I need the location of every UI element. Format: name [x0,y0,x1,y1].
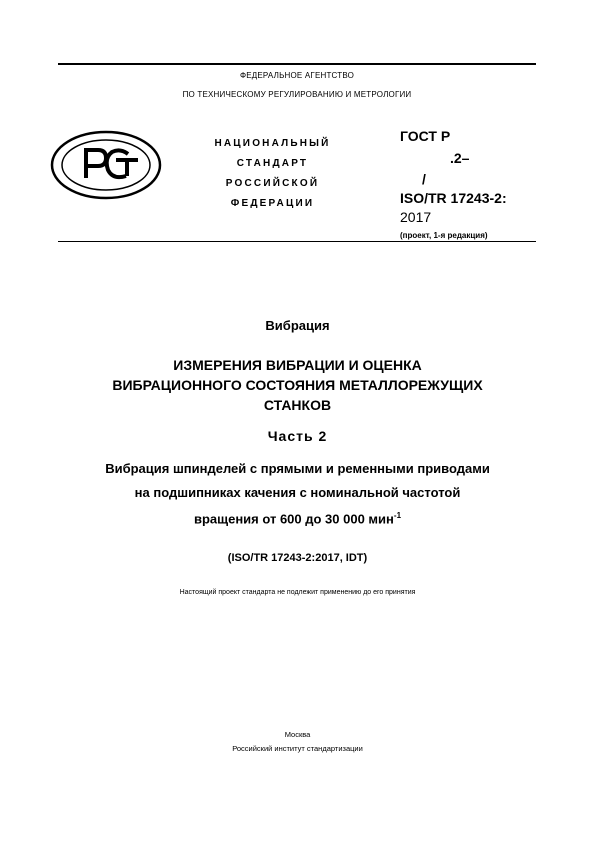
unit-exponent: -1 [393,511,402,520]
document-title [40,355,555,415]
title-line-3: СТАНКОВ [263,397,332,413]
document-subject: Вибрация [265,318,330,333]
agency-line-1: ФЕДЕРАЛЬНОЕ АГЕНТСТВО [239,71,355,80]
document-subtitle [40,457,555,531]
subtitle-line-3-text: вращения от 600 до 30 000 мин [193,511,394,527]
national-line-4: ФЕДЕРАЦИИ [230,198,315,209]
draft-edition-note: (проект, 1-я редакция) [400,231,488,240]
national-line-1: НАЦИОНАЛЬНЫЙ [214,138,331,149]
draft-notice: Настоящий проект стандарта не подлежит применению до его принятия [179,589,416,596]
designation-line-2: .2– [450,150,470,166]
designation-line-4: ISO/TR 17243-2: [400,190,507,206]
publication-city: Москва [284,730,311,739]
designation-year: 2017 [400,209,432,225]
designation-line-3: / [422,171,426,187]
title-line-2: ВИБРАЦИОННОГО СОСТОЯНИЯ МЕТАЛЛОРЕЖУЩИХ [112,377,483,393]
subtitle-line-1: Вибрация шпинделей с прямыми и ременными приводами [105,461,490,476]
header-rule [58,241,536,242]
pst-logo-icon [50,130,162,200]
identical-standard-ref: (ISO/TR 17243-2:2017, IDT) [227,552,368,564]
publisher-institute: Российский институт стандартизации [232,744,363,753]
subtitle-line-2: на подшипниках качения с номинальной частотой [134,484,461,500]
national-line-3: РОССИЙСКОЙ [225,178,320,189]
national-line-2: СТАНДАРТ [236,158,309,169]
national-standard-block [190,134,355,214]
title-line-1: ИЗМЕРЕНИЯ ВИБРАЦИИ И ОЦЕНКА [173,357,422,373]
designation-line-1: ГОСТ Р [400,128,451,144]
subtitle-line-3 [40,504,555,531]
agency-line-2: ПО ТЕХНИЧЕСКОМУ РЕГУЛИРОВАНИЮ И МЕТРОЛОГИИ [182,90,412,99]
top-rule [58,63,536,65]
document-part: Часть 2 [267,428,328,444]
